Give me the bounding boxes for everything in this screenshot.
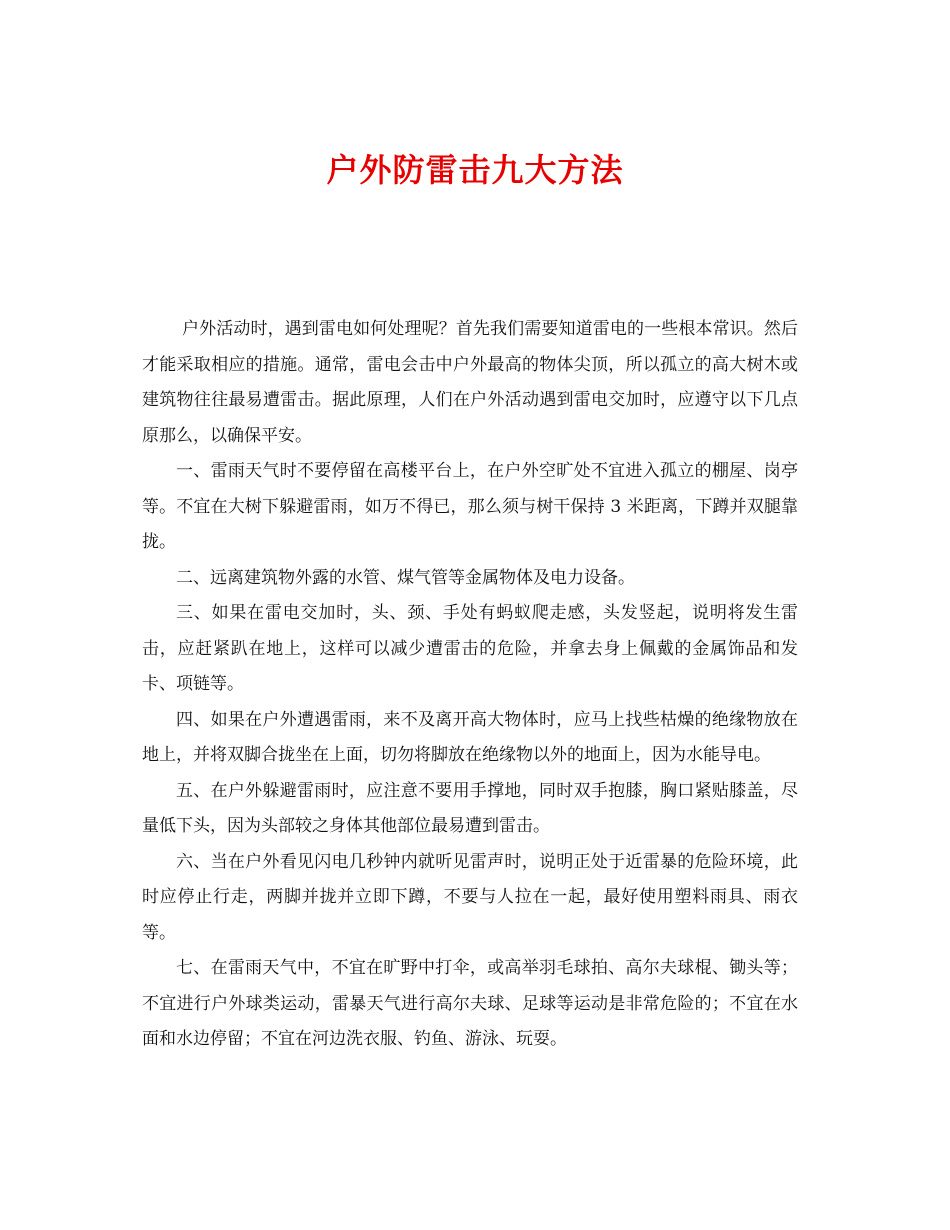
paragraph-method-4: 四、如果在户外遭遇雷雨，来不及离开高大物体时，应马上找些枯燥的绝缘物放在地上，并将双脚合拢坐在上面，切勿将脚放在绝缘物以外的地面上，因为水能导电。 [142,709,798,765]
paragraph-method-3: 三、如果在雷电交加时，头、颈、手处有蚂蚁爬走感，头发竖起，说明将发生雷击，应赶紧趴在地上，这样可以减少遭雷击的危险，并拿去身上佩戴的金属饰品和发卡、项链等。 [142,603,798,694]
page-title: 户外防雷击九大方法 [326,151,624,190]
document-body [142,312,798,1058]
paragraph-method-7: 七、在雷雨天气中，不宜在旷野中打伞，或高举羽毛球拍、高尔夫球棍、锄头等；不宜进行户外球类运动，雷暴天气进行高尔夫球、足球等运动是非常危险的；不宜在水面和水边停留；不宜在河边洗衣服、钓鱼、游泳、玩耍。 [142,958,798,1049]
paragraph-method-1: 一、雷雨天气时不要停留在高楼平台上，在户外空旷处不宜进入孤立的棚屋、岗亭等。不宜在大树下躲避雷雨，如万不得已，那么须与树干保持 3 米距离，下蹲并双腿靠拢。 [142,461,798,552]
paragraph-method-2: 二、远离建筑物外露的水管、煤气管等金属物体及电力设备。 [176,567,635,588]
paragraph-method-5: 五、在户外躲避雷雨时，应注意不要用手撑地，同时双手抱膝，胸口紧贴膝盖，尽量低下头，因为头部较之身体其他部位最易遭到雷击。 [142,780,798,836]
paragraph-intro: 户外活动时，遇到雷电如何处理呢？首先我们需要知道雷电的一些根本常识。然后才能采取相应的措施。通常，雷电会击中户外最高的物体尖顶，所以孤立的高大树木或建筑物往往最易遭雷击。据此原理，人们在户外活动遇到雷电交加时，应遵守以下几点原那么，以确保平安。 [142,319,798,446]
paragraph-method-6: 六、当在户外看见闪电几秒钟内就听见雷声时，说明正处于近雷暴的危险环境，此时应停止行走，两脚并拢并立即下蹲，不要与人拉在一起，最好使用塑料雨具、雨衣等。 [142,851,798,943]
